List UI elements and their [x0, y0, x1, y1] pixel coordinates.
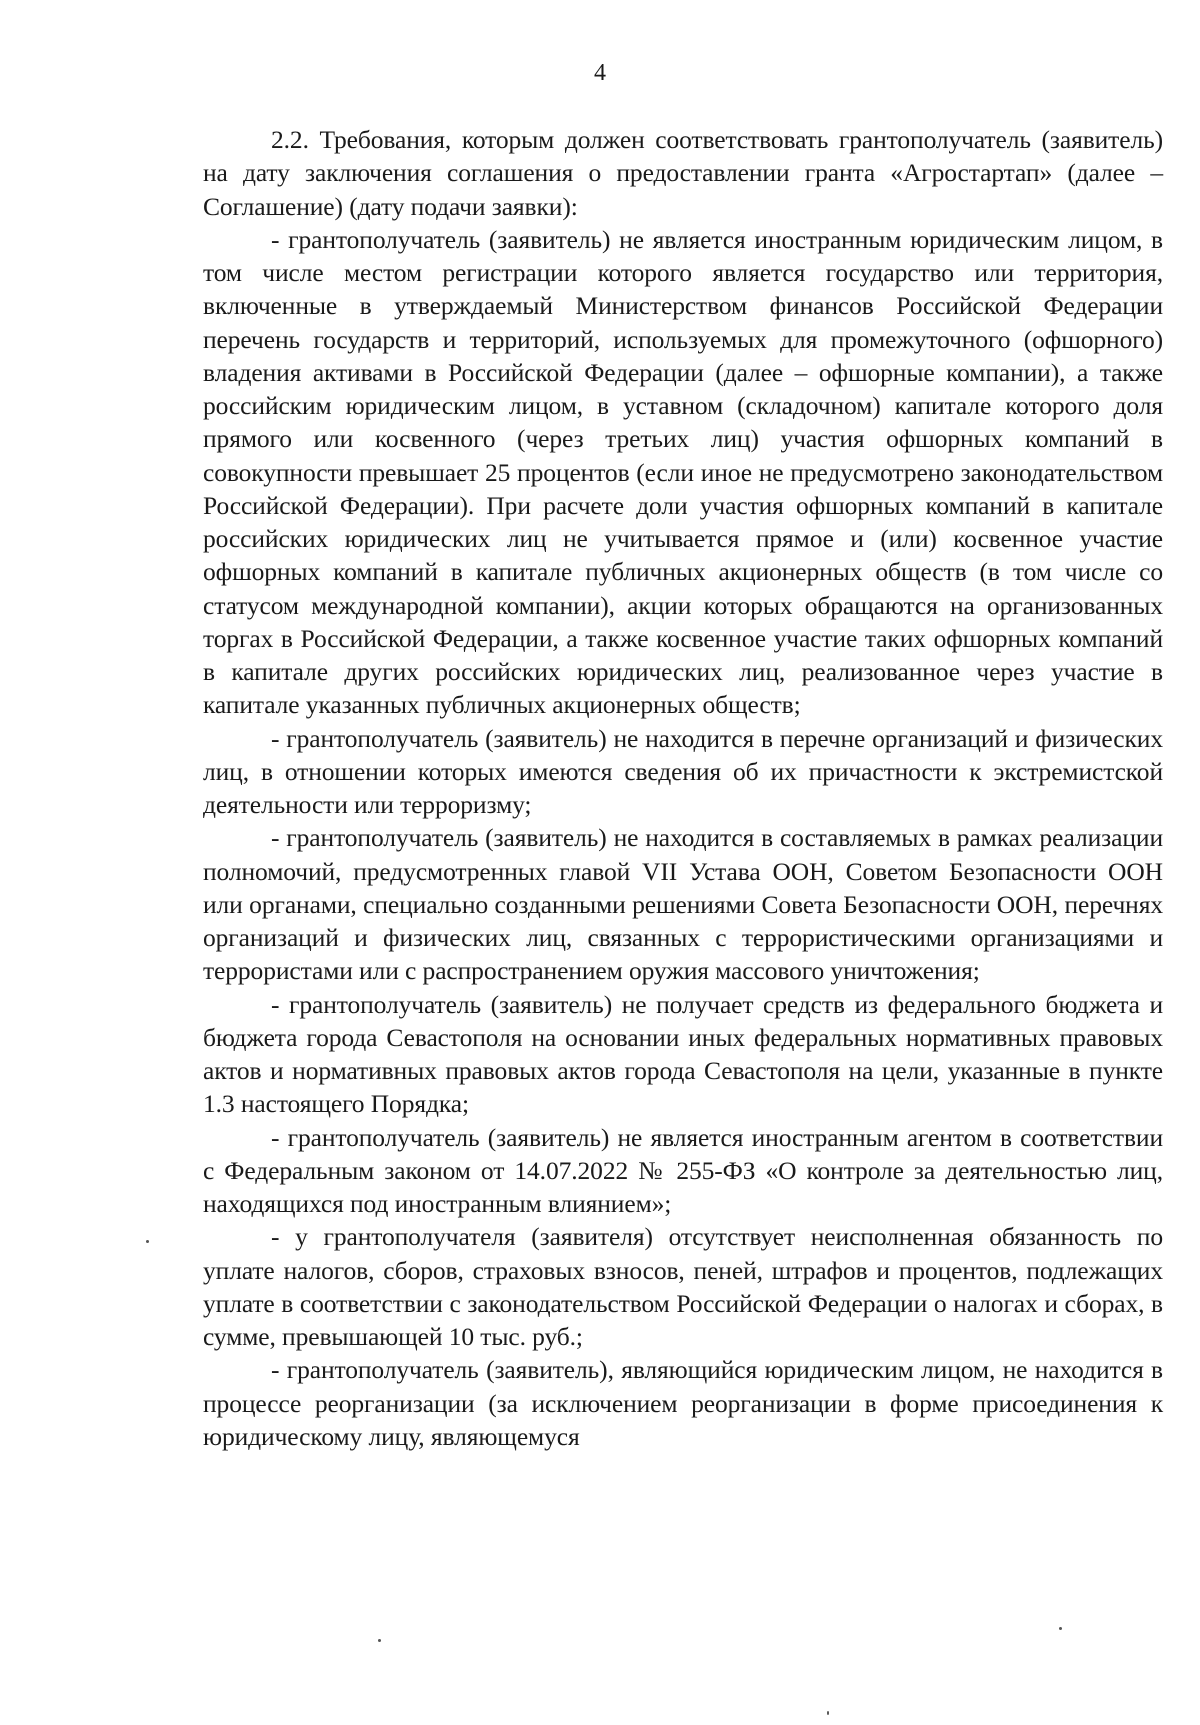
paragraph-foreign-agent-requirement: - грантополучатель (заявитель) не является иностранным агентом в соответствии с Федеральным законом от 14.07.2022 № 255-ФЗ «О контроле за деятельностью лиц, находящихся под иностранным влиянием»; — [203, 1122, 1163, 1218]
paragraph-requirements-intro: 2.2. Требования, которым должен соответствовать грантополучатель (заявитель) на дату заключения соглашения о предоставлении гранта «Агростартап» (далее – Соглашение) (дату подачи заявки): — [203, 125, 1163, 221]
scan-speck — [827, 1711, 829, 1715]
scan-speck — [146, 1240, 149, 1243]
scan-speck — [1059, 1627, 1062, 1630]
paragraph-un-sanctions-requirement: - грантополучатель (заявитель) не находится в составляемых в рамках реализации полномочий, предусмотренных главой VII Устава ООН, Советом Безопасности ООН или органами, специально созданными решениями Совета Безопасности ООН, перечнях организаций и физических лиц, связанных с террористическими организациями и террористами или с распространением оружия массового уничтожения; — [203, 823, 1163, 986]
paragraph-offshore-requirement: - грантополучатель (заявитель) не является иностранным юридическим лицом, в том числе местом регистрации которого является государство или территория, включенные в утверждаемый Министерством финансов Российской Федерации перечень государств и территорий, используемых для промежуточного (офшорного) владения активами в Российской Федерации (далее – офшорные компании), а также российским юридическим лицом, в уставном (складочном) капитале которого доля прямого или косвенного (через третьих лиц) участия офшорных компаний в совокупности превышает 25 процентов (если иное не предусмотрено законодательством Российской Федерации). При расчете доли участия офшорных компаний в капитале российских юридических лиц не учитывается прямое и (или) косвенное участие офшорных компаний в капитале публичных акционерных обществ (в том числе со статусом международной компании), акции которых обращаются на организованных торгах в Российской Федерации, а также косвенное участие таких офшорных компаний в капитале других российских юридических лиц, реализованное через участие в капитале указанных публичных акционерных обществ; — [203, 224, 1163, 720]
page-number: 4 — [594, 60, 606, 86]
paragraph-budget-funds-requirement: - грантополучатель (заявитель) не получает средств из федерального бюджета и бюджета города Севастополя на основании иных федеральных нормативных правовых актов и нормативных правовых актов города Севастополя на цели, указанные в пункте 1.3 настоящего Порядка; — [203, 989, 1163, 1119]
scan-speck — [378, 1639, 381, 1642]
paragraph-tax-debt-requirement: - у грантополучателя (заявителя) отсутствует неисполненная обязанность по уплате налогов, сборов, страховых взносов, пеней, штрафов и процентов, подлежащих уплате в соответствии с законодательством Российской Федерации о налогах и сборах, в сумме, превышающей 10 тыс. руб.; — [203, 1222, 1163, 1351]
paragraph-extremism-requirement: - грантополучатель (заявитель) не находится в перечне организаций и физических лиц, в отношении которых имеются сведения об их причастности к экстремистской деятельности или терроризму; — [203, 723, 1163, 819]
paragraph-reorganization-requirement: - грантополучатель (заявитель), являющийся юридическим лицом, не находится в процессе реорганизации (за исключением реорганизации в форме присоединения к юридическому лицу, являющемуся — [203, 1355, 1163, 1451]
document-body — [203, 123, 1163, 1453]
